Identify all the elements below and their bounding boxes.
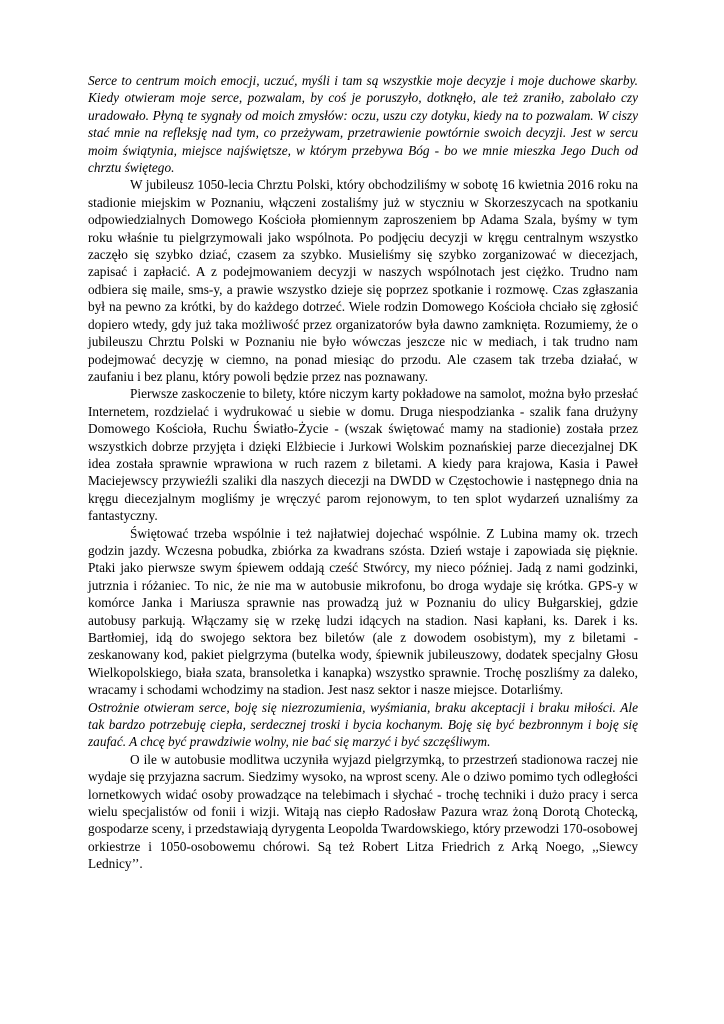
paragraph-jubilee-intro: W jubileusz 1050-lecia Chrztu Polski, który obchodziliśmy w sobotę 16 kwietnia 2016 roku na stadionie miejskim w Poznaniu, włączeni zostaliśmy już w styczniu w Skorzeszycach na spotkaniu odpowiedzialnych Domowego Kościoła płomiennym zaproszeniem bp Adama Szala, byśmy w tym roku właśnie tu pielgrzymowali jako wspólnota. Po podjęciu decyzji w kręgu centralnym wszystko zaczęło się szybko dziać, czasem za szybko. Musieliśmy się szybko zorganizować w diecezjach, zapisać i zapłacić. A z podejmowaniem decyzji w naszych wspólnotach jest ciężko. Trudno nam odbiera się maile, sms-y, a prawie wszystko dzieje się poprzez spotkanie i rozmowę. Czas zgłaszania był na pewno za krótki, by do każdego dotrzeć. Wiele rodzin Domowego Kościoła chciało się zgłosić dopiero wtedy, gdy już taka możliwość przez organizatorów była dawno zamknięta. Rozumiemy, że o jubileuszu Chrztu Polski w Poznaniu nie było wówczas jeszcze nic w mediach, i tak trudno nam podejmować decyzję w ciemno, na ponad miesiąc do przodu. Ale czasem tak trzeba działać, w zaufaniu i bez planu, który powoli będzie przez nas poznawany. (88, 177, 638, 384)
paragraph-tickets: Pierwsze zaskoczenie to bilety, które niczym karty pokładowe na samolot, można było przesłać Internetem, rozdzielać i wydrukować u siebie w domu. Druga niespodzianka - szalik fana drużyny Domowego Kościoła, Ruchu Światło-Życie - (wszak świętować mamy na stadionie) została przez wszystkich dobrze przyjęta i dzięki Elżbiecie i Jurkowi Wolskim poznańskiej parze diecezjalnej DK idea została sprawnie wprawiona w ruch razem z biletami. A kiedy para krajowa, Kasia i Paweł Maciejewscy przywieźli szaliki dla naszych diecezji na DWDD w Częstochowie i następnego dnia na kręgu diecezjalnym mogliśmy je wręczyć parom rejonowym, to ten splot wydarzeń uznaliśmy za fantastyczny. (88, 386, 638, 524)
paragraph-journey: Świętować trzeba wspólnie i też najłatwiej dojechać wspólnie. Z Lubina mamy ok. trzech godzin jazdy. Wczesna pobudka, zbiórka za kwadrans szósta. Dzień wstaje i zapowiada się pięknie. Ptaki jako pierwsze swym śpiewem oddają cześć Stwórcy, my nieco później. Jadą z nami godzinki, jutrznia i różaniec. To nic, że nie ma w autobusie mikrofonu, bo droga wydaje się krótka. GPS-y w komórce Janka i Mariusza sprawnie nas prowadzą już w Poznaniu do ulicy Bułgarskiej, gdzie autobusy parkują. Włączamy się w rzekę ludzi idących na stadion. Nasi kapłani, ks. Darek i ks. Bartłomiej, idą do swojego sektora bez biletów (ale z dowodem osobistym), my z biletami - zeskanowany kod, pakiet pielgrzyma (butelka wody, śpiewnik jubileuszowy, dodatek specjalny Głosu Wielkopolskiego, biała szata, bransoletka i kanapka) wszystko sprawnie. Trochę poszliśmy za daleko, wracamy i schodami wchodzimy na stadion. Jest nasz sektor i nasze miejsce. Dotarliśmy. (88, 525, 638, 698)
paragraph-stadium: O ile w autobusie modlitwa uczyniła wyjazd pielgrzymką, to przestrzeń stadionowa raczej nie wydaje się przyjazna sacrum. Siedzimy wysoko, na wprost sceny. Ale o dziwo pomimo tych odległości lornetkowych widać osoby prowadzące na telebimach i słychać - trochę techniki i dużo pracy i serca wielu specjalistów od fonii i wizji. Witają nas ciepło Radosław Pazura wraz żoną Dorotą Chotecką, gospodarze sceny, i przedstawiają dyrygenta Leopolda Twardowskiego, który przewodzi 170-osobowej orkiestrze i 1050-osobowemu chórowi. Są też Robert Litza Friedrich z Arką Noego, ,,Siewcy Lednicy’’. (88, 751, 638, 872)
paragraph-reflection-2: Ostrożnie otwieram serce, boję się niezrozumienia, wyśmiania, braku akceptacji i braku miłości. Ale tak bardzo potrzebuję ciepła, serdecznej troski i bycia kochanym. Boję się być bezbronnym i boję się zaufać. A chcę być prawdziwie wolny, nie bać się marzyć i być szczęśliwym. (88, 699, 638, 750)
document-page (88, 72, 638, 873)
paragraph-reflection-1: Serce to centrum moich emocji, uczuć, myśli i tam są wszystkie moje decyzje i moje duchowe skarby. Kiedy otwieram moje serce, pozwalam, by coś je poruszyło, dotknęło, ale też zraniło, zabolało czy uradowało. Płyną te sygnały od moich zmysłów: oczu, uszu czy dotyku, kiedy na to pozwalam. W ciszy stać mnie na refleksję nad tym, co przeżywam, przetrawienie powtórnie swoich decyzji. Jest w sercu moim świątynia, miejsce najświętsze, w którym przebywa Bóg - bo we mnie mieszka Jego Duch od chrztu świętego. (88, 73, 638, 176)
